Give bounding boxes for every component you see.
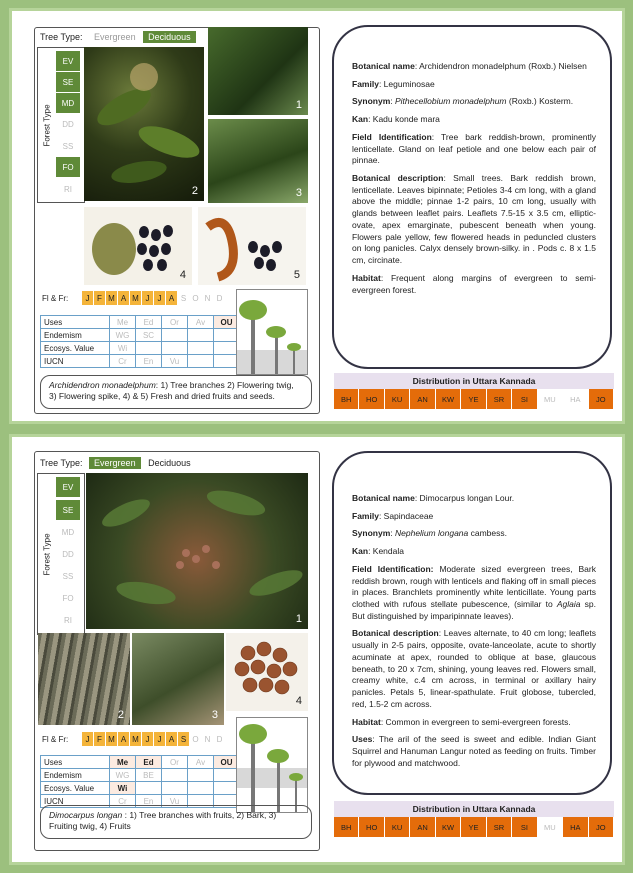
distribution-table xyxy=(334,373,614,409)
flowering-months xyxy=(82,291,226,305)
table-cell xyxy=(136,782,162,795)
table-cell xyxy=(188,329,214,342)
distribution-cell-bh: BH xyxy=(334,389,359,409)
table-cell: Or xyxy=(162,756,188,769)
table-cell: Or xyxy=(162,316,188,329)
tree-habit-icon xyxy=(236,289,308,375)
photo-flowering-spike xyxy=(208,119,308,203)
forest-type-ev: EV xyxy=(56,477,80,497)
table-cell: WG xyxy=(110,329,136,342)
photo-bark xyxy=(38,633,130,725)
photo-dried-fruits xyxy=(198,207,306,285)
forest-type-se: SE xyxy=(56,72,80,92)
distribution-cell-ha: HA xyxy=(563,817,588,837)
table-cell: Vu xyxy=(162,355,188,368)
month-may: M xyxy=(130,732,141,746)
distribution-cell-kw: KW xyxy=(436,817,461,837)
distribution-cell-an: AN xyxy=(410,817,435,837)
distribution-cell-mu: MU xyxy=(538,389,563,409)
forest-type-ss: SS xyxy=(56,566,80,586)
para-synonym: Synonym: Nephelium longana cambess. xyxy=(352,528,507,539)
table-cell: Me xyxy=(110,756,136,769)
table-cell: Av xyxy=(188,316,214,329)
row-label-endemism: Endemism xyxy=(41,329,110,342)
month-oct: O xyxy=(190,291,201,305)
table-cell xyxy=(188,769,214,782)
table-cell: Vu xyxy=(162,795,188,808)
photo-tree-branches xyxy=(86,473,308,629)
table-cell: Ed xyxy=(136,756,162,769)
table-row xyxy=(41,342,240,355)
table-cell xyxy=(162,782,188,795)
distribution-cell-si: SI xyxy=(512,389,537,409)
table-cell: OU xyxy=(214,316,240,329)
table-cell: Wi xyxy=(110,782,136,795)
table-cell: OU xyxy=(214,756,240,769)
photo-number: 1 xyxy=(295,613,302,625)
row-label-iucn: IUCN xyxy=(41,355,110,368)
photo-caption xyxy=(40,375,312,409)
tree-habit-illustration xyxy=(237,718,307,812)
distribution-cell-mu: MU xyxy=(538,817,563,837)
month-apr: A xyxy=(118,291,129,305)
distribution-cell-ku: KU xyxy=(385,817,410,837)
photo-number: 4 xyxy=(179,269,186,281)
distribution-table xyxy=(334,801,614,837)
month-jan: J xyxy=(82,732,93,746)
description-panel xyxy=(332,451,612,795)
forest-type-label: Forest Type xyxy=(42,532,52,576)
row-label-uses: Uses xyxy=(41,316,110,329)
foliage-illustration xyxy=(86,473,308,629)
table-cell xyxy=(188,342,214,355)
row-label-ecosys: Ecosys. Value xyxy=(41,782,110,795)
table-cell: Av xyxy=(188,756,214,769)
distribution-cell-bh: BH xyxy=(334,817,359,837)
para-botanical-description: Botanical description: Small trees. Bark reddish brown, lenticellate. Leaves bipinnate; Petioles 3-4 cm long, with a gland above the middle; pinnae 1-2 pairs, 10 cm long, usually with glands between leaflet pairs. Leaflets 7.5-15 x 3.5 cm, elliptic-ovate, apex emarginate, pubescent beneath when young. Flowers pale yellow, few flowered heads in peduncled clusters on long panicles. Calyx densely brown-silky. in . Pods c. 8 x 1.5 cm, circinate. xyxy=(352,173,596,266)
table-cell: Ed xyxy=(136,316,162,329)
tree-type xyxy=(40,457,196,469)
distribution-cell-sr: SR xyxy=(487,817,512,837)
forest-type-md: MD xyxy=(56,93,80,113)
para-field-identification: Field Identification: Tree bark reddish-brown, prominently lenticellate. Gland on leaf petiole and one below each pair of pinnae. xyxy=(352,131,596,166)
forest-type-dd: DD xyxy=(56,114,80,134)
table-cell xyxy=(188,782,214,795)
month-jul: J xyxy=(154,732,165,746)
distribution-cell-kw: KW xyxy=(436,389,461,409)
forest-type-ss: SS xyxy=(56,136,80,156)
distribution-title: Distribution in Uttara Kannada xyxy=(334,373,614,389)
para-family: Family: Sapindaceae xyxy=(352,510,434,521)
species-sheet-1 xyxy=(9,8,625,424)
forest-type-se: SE xyxy=(56,500,80,520)
flfr-label: Fl & Fr: xyxy=(42,294,69,303)
tree-type-deciduous: Deciduous xyxy=(148,458,191,468)
month-apr: A xyxy=(118,732,129,746)
photo-tree-branches xyxy=(84,47,204,201)
para-field-identification: Field Identification: Moderate sized evergreen trees, Bark reddish brown, rough with lenticels and flaking off in small pieces in places. Branchlets prominently white lenticillate. Young parts clothed with rufous stellate pubescence, (similar to Aglaia sp. But distinguished by imparipinnate leaves). xyxy=(352,563,596,621)
table-cell xyxy=(162,769,188,782)
attributes-table xyxy=(40,755,240,808)
photo-fresh-fruits xyxy=(84,207,192,285)
table-cell: WG xyxy=(110,769,136,782)
month-aug: A xyxy=(166,732,177,746)
table-cell: Cr xyxy=(110,795,136,808)
table-cell: BE xyxy=(136,769,162,782)
row-label-iucn: IUCN xyxy=(41,795,110,808)
table-cell xyxy=(136,342,162,355)
para-botanical-name: Botanical name: Dimocarpus longan Lour. xyxy=(352,493,515,503)
distribution-cell-ha: HA xyxy=(563,389,588,409)
month-nov: N xyxy=(202,291,213,305)
tree-type-label: Tree Type: xyxy=(40,458,83,468)
distribution-cell-ho: HO xyxy=(359,817,384,837)
distribution-cell-ye: YE xyxy=(461,389,486,409)
table-cell: SC xyxy=(136,329,162,342)
forest-type-label: Forest Type xyxy=(42,103,52,147)
table-row xyxy=(41,316,240,329)
distribution-cell-jo: JO xyxy=(589,817,614,837)
para-family: Family: Leguminosae xyxy=(352,78,435,89)
forest-type-ev: EV xyxy=(56,51,80,71)
tree-habit-illustration xyxy=(237,290,307,374)
month-mar: M xyxy=(106,291,117,305)
caption-species: Archidendron monadelphum xyxy=(49,380,156,390)
flowering-months xyxy=(82,732,226,746)
month-feb: F xyxy=(94,732,105,746)
photo-number: 5 xyxy=(293,269,300,281)
distribution-cell-sr: SR xyxy=(487,389,512,409)
forest-type-fo: FO xyxy=(56,157,80,177)
photo-fruits xyxy=(226,633,308,711)
month-jul: J xyxy=(154,291,165,305)
month-sep: S xyxy=(178,291,189,305)
species-sheet-2 xyxy=(9,434,625,865)
para-uses: Uses: The aril of the seed is sweet and edible. Indian Giant Squirrel and Hanuman Langur noted as feeding on fruits. Timber for plywood and matchwood. xyxy=(352,734,596,768)
table-cell: En xyxy=(136,795,162,808)
photo-number: 2 xyxy=(117,709,124,721)
month-dec: D xyxy=(214,732,225,746)
distribution-cell-ku: KU xyxy=(385,389,410,409)
para-botanical-name: Botanical name: Archidendron monadelphum (Roxb.) Nielsen xyxy=(352,61,587,71)
forest-type-column xyxy=(37,473,85,635)
table-row xyxy=(41,769,240,782)
row-label-uses: Uses xyxy=(41,756,110,769)
distribution-cell-ye: YE xyxy=(461,817,486,837)
forest-type-dd: DD xyxy=(56,544,80,564)
month-jun: J xyxy=(142,291,153,305)
photo-caption xyxy=(40,805,312,839)
caption-text: : 1) Tree branches 2) Flowering twig, 3) Flowering spike, 4) & 5) Fresh and dried fruits and seeds. xyxy=(49,380,294,402)
month-oct: O xyxy=(190,732,201,746)
distribution-row xyxy=(334,389,614,409)
distribution-cell-jo: JO xyxy=(589,389,614,409)
para-kan: Kan: Kadu konde mara xyxy=(352,114,440,125)
month-jan: J xyxy=(82,291,93,305)
distribution-cell-si: SI xyxy=(512,817,537,837)
para-botanical-description: Botanical description: Leaves alternate, to 40 cm long; leaflets usually in 2-5 pairs, opposite, ovate-lanceolate, acute to shortly acuminate at apex, rounded to oblique at base, glaucous beneath, to 20 x 7cm, shining, young leaves red. Flowers small, creamy white, c.4 cm across, in terminal or axillary hairy panicles. Petals 5, linear-spathulate. Fruit globose, tubercled, red, 1.5-2 cm across. xyxy=(352,628,597,709)
description-panel xyxy=(332,25,612,369)
row-label-ecosys: Ecosys. Value xyxy=(41,342,110,355)
row-label-endemism: Endemism xyxy=(41,769,110,782)
month-may: M xyxy=(130,291,141,305)
month-dec: D xyxy=(214,291,225,305)
seeds-illustration xyxy=(84,207,192,285)
month-feb: F xyxy=(94,291,105,305)
para-habitat: Habitat: Common in evergreen to semi-evergreen forests. xyxy=(352,716,571,727)
tree-habit-icon xyxy=(236,717,308,813)
tree-type xyxy=(40,31,196,43)
photo-number: 4 xyxy=(295,695,302,707)
flfr-label: Fl & Fr: xyxy=(42,735,69,744)
photo-flowering-twig xyxy=(208,27,308,115)
tree-type-evergreen: Evergreen xyxy=(89,31,141,43)
photo-number: 3 xyxy=(211,709,218,721)
table-cell: Me xyxy=(110,316,136,329)
attributes-table xyxy=(40,315,240,368)
month-aug: A xyxy=(166,291,177,305)
month-nov: N xyxy=(202,732,213,746)
forest-type-ri: RI xyxy=(56,179,80,199)
table-cell xyxy=(188,355,214,368)
month-jun: J xyxy=(142,732,153,746)
table-row xyxy=(41,782,240,795)
caption-species: Dimocarpus longan xyxy=(49,810,123,820)
tree-type-label: Tree Type: xyxy=(40,32,83,42)
forest-type-fo: FO xyxy=(56,588,80,608)
table-cell: En xyxy=(136,355,162,368)
para-kan: Kan: Kendala xyxy=(352,546,404,557)
photo-number: 3 xyxy=(295,187,302,199)
leaves-illustration xyxy=(84,47,204,201)
distribution-cell-an: AN xyxy=(410,389,435,409)
pods-illustration xyxy=(198,207,306,285)
forest-type-column xyxy=(37,47,85,203)
photo-number: 2 xyxy=(191,185,198,197)
forest-type-md: MD xyxy=(56,522,80,542)
table-row xyxy=(41,355,240,368)
table-row xyxy=(41,329,240,342)
month-mar: M xyxy=(106,732,117,746)
caption-text: : 1) Tree branches with fruits, 2) Bark, 3) Fruiting twig, 4) Fruits xyxy=(49,810,277,832)
forest-type-ri: RI xyxy=(56,610,80,630)
para-synonym: Synonym: Pithecellobium monadelphum (Roxb.) Kosterm. xyxy=(352,96,574,107)
photo-fruiting-twig xyxy=(132,633,224,725)
distribution-title: Distribution in Uttara Kannada xyxy=(334,801,614,817)
table-row xyxy=(41,756,240,769)
table-cell: Wi xyxy=(110,342,136,355)
tree-type-deciduous: Deciduous xyxy=(143,31,196,43)
table-cell: Cr xyxy=(110,355,136,368)
month-sep: S xyxy=(178,732,189,746)
distribution-cell-ho: HO xyxy=(359,389,384,409)
para-habitat: Habitat: Frequent along margins of evergreen to semi-evergreen forest. xyxy=(352,272,596,295)
photo-number: 1 xyxy=(295,99,302,111)
table-cell xyxy=(162,342,188,355)
table-cell xyxy=(162,329,188,342)
distribution-row xyxy=(334,817,614,837)
tree-type-evergreen: Evergreen xyxy=(89,457,141,469)
